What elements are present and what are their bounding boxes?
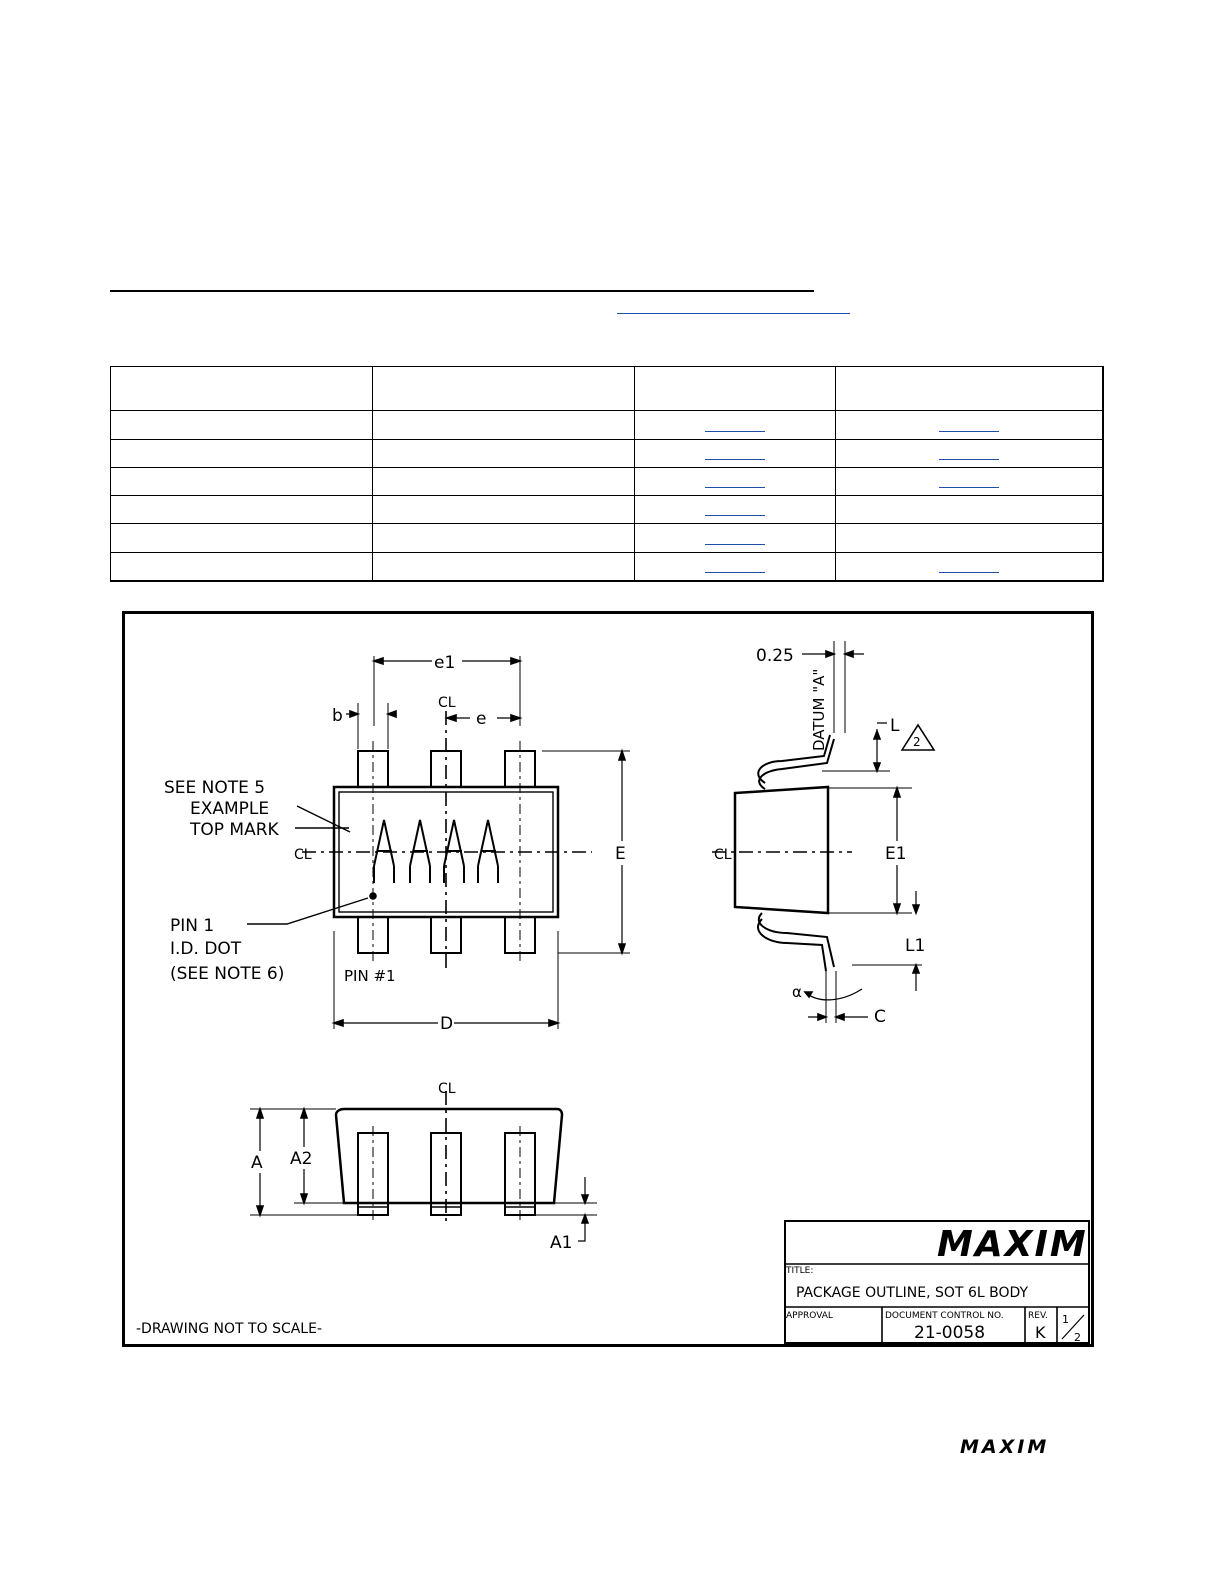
table-cell — [836, 467, 1103, 495]
table-header-cell — [635, 367, 836, 411]
table-cell — [635, 496, 836, 524]
package-code-link[interactable] — [705, 515, 765, 516]
table-cell — [836, 439, 1103, 467]
table-cell — [111, 524, 373, 552]
dim-C: C — [874, 1007, 886, 1027]
see-note-6: (SEE NOTE 6) — [170, 964, 285, 984]
table-cell — [373, 552, 635, 581]
dim-b: b — [332, 706, 343, 726]
pin1-label: PIN 1 — [170, 916, 215, 936]
table-cell — [836, 496, 1103, 524]
table-header-cell — [373, 367, 635, 411]
rev-value: K — [1035, 1323, 1046, 1342]
not-to-scale-note: -DRAWING NOT TO SCALE- — [136, 1321, 322, 1337]
package-code-link[interactable] — [705, 544, 765, 545]
package-outline-drawing — [122, 611, 1094, 1347]
table-cell — [373, 496, 635, 524]
sheet-number: 1 — [1062, 1313, 1069, 1326]
footer-brand-text: MAXIM — [960, 1436, 1050, 1454]
package-code-link[interactable] — [705, 487, 765, 488]
doc-control-number: 21-0058 — [914, 1323, 986, 1343]
dim-e1: e1 — [434, 653, 456, 673]
id-dot-label: I.D. DOT — [170, 939, 242, 959]
table-cell — [111, 467, 373, 495]
package-code-link[interactable] — [705, 459, 765, 460]
cl-label-front: CL — [438, 1081, 456, 1097]
title-label: TITLE: — [786, 1266, 814, 1276]
approval-label: APPROVAL — [786, 1311, 833, 1321]
pin-number-label: PIN #1 — [344, 967, 396, 985]
table-cell — [373, 439, 635, 467]
dim-A: A — [251, 1153, 263, 1173]
cl-label-left: CL — [294, 847, 312, 863]
table-row — [111, 411, 1103, 439]
table-row — [111, 467, 1103, 495]
dim-e: e — [476, 709, 487, 729]
cl-label-top: CL — [438, 695, 456, 711]
table-header-cell — [836, 367, 1103, 411]
pin1-dot — [370, 893, 376, 899]
table-row — [111, 496, 1103, 524]
table-row — [111, 439, 1103, 467]
example-label: EXAMPLE — [190, 799, 270, 819]
table-cell — [373, 524, 635, 552]
top-mark-label: TOP MARK — [190, 820, 279, 840]
land-pattern-link[interactable] — [939, 431, 999, 432]
rev-label: REV. — [1028, 1311, 1048, 1321]
table-cell — [111, 552, 373, 581]
table-header-cell — [111, 367, 373, 411]
table-cell — [373, 467, 635, 495]
dim-L1: L1 — [905, 936, 926, 956]
land-pattern-link[interactable] — [939, 487, 999, 488]
dim-spacing: 0.25 — [756, 646, 794, 666]
top-view — [247, 656, 630, 1029]
section-rule — [110, 290, 814, 292]
package-link[interactable] — [617, 313, 850, 314]
drawing-title: PACKAGE OUTLINE, SOT 6L BODY — [796, 1285, 1029, 1301]
table-cell — [635, 439, 836, 467]
see-note-5: SEE NOTE 5 — [164, 778, 266, 798]
package-info-table — [110, 366, 1104, 582]
dim-E: E — [615, 844, 626, 864]
table-header-row — [111, 367, 1103, 411]
table-cell — [111, 439, 373, 467]
table-cell — [111, 411, 373, 439]
doc-control-label: DOCUMENT CONTROL NO. — [885, 1311, 1004, 1321]
table-cell — [111, 496, 373, 524]
land-pattern-link[interactable] — [939, 459, 999, 460]
dim-L: L — [890, 716, 900, 736]
table-cell — [836, 411, 1103, 439]
table-cell — [836, 552, 1103, 581]
table-cell — [635, 467, 836, 495]
package-code-link[interactable] — [705, 431, 765, 432]
note-triangle-number: 2 — [913, 735, 921, 749]
datum-label: DATUM "A" — [810, 668, 828, 751]
table-cell — [373, 411, 635, 439]
dim-D: D — [440, 1014, 454, 1034]
table-cell — [635, 524, 836, 552]
dim-A2: A2 — [290, 1149, 313, 1169]
maxim-logo-footer — [960, 1436, 1097, 1454]
table-cell — [635, 411, 836, 439]
package-code-link[interactable] — [705, 572, 765, 573]
dim-alpha: α — [792, 983, 802, 1001]
land-pattern-link[interactable] — [939, 572, 999, 573]
table-row — [111, 524, 1103, 552]
sheet-total: 2 — [1074, 1331, 1081, 1344]
dim-A1: A1 — [550, 1233, 573, 1253]
table-row — [111, 552, 1103, 581]
maxim-logo-drawing: MAXIM — [937, 1224, 1088, 1265]
table-cell — [635, 552, 836, 581]
cl-label-side: CL — [714, 847, 732, 863]
dim-E1: E1 — [885, 844, 907, 864]
table-cell — [836, 524, 1103, 552]
